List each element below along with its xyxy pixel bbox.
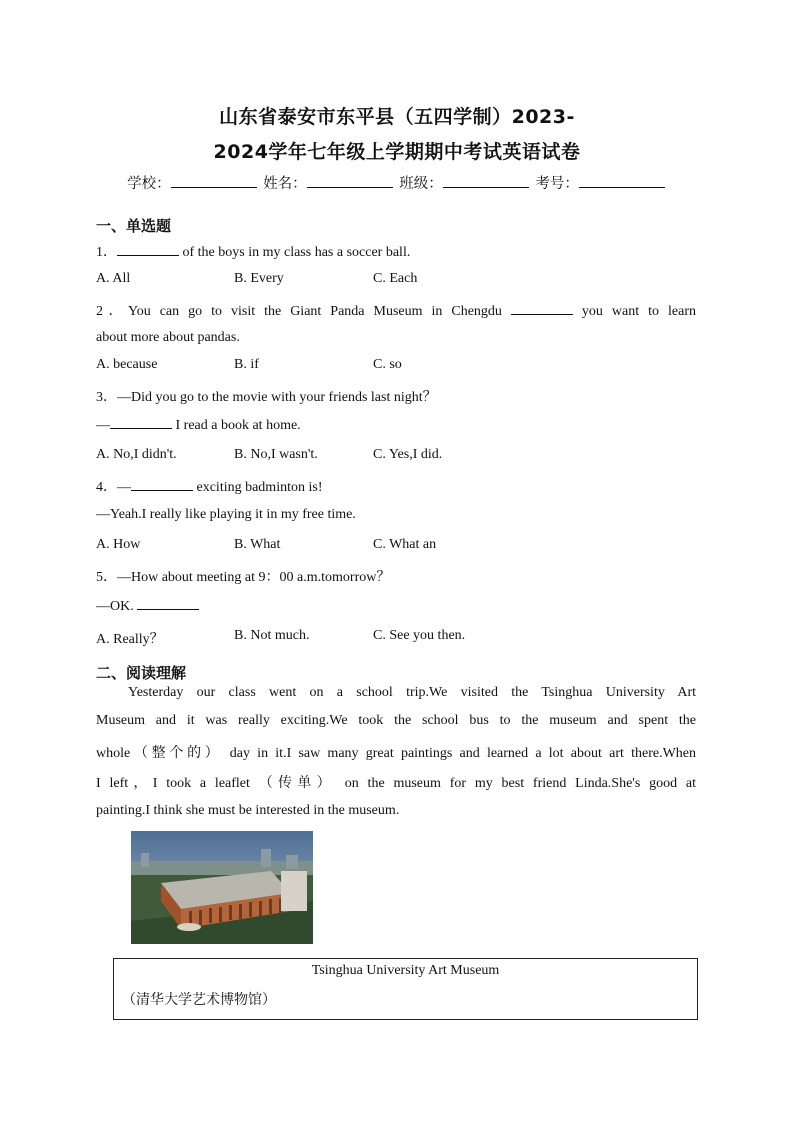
q4-blank	[131, 478, 193, 491]
q2-blank	[511, 302, 573, 315]
q1-number: 1．	[96, 245, 117, 260]
passage-line-1: Yesterday our class went on a school trip.We visited the Tsinghua University Art	[128, 685, 696, 700]
question-4-line2: —Yeah.I really like playing it in my free time.	[96, 507, 356, 522]
q2-option-c: C. so	[373, 357, 402, 372]
exam-title-line2: 2024学年七年级上学期期中考试英语试卷	[213, 141, 581, 163]
q1-blank	[117, 243, 179, 256]
question-2-line1	[96, 300, 696, 320]
passage-line-4: I left，I took a leaflet （传单） on the museum for my best friend Linda.She's good at	[96, 776, 696, 791]
section1-heading: 一、单选题	[96, 217, 172, 235]
q5-option-a: A. Really？	[96, 632, 164, 647]
passage-line-5: painting.I think she must be interested in the museum.	[96, 803, 400, 818]
q1-option-b: B. Every	[234, 271, 284, 286]
question-3-line2	[96, 416, 301, 434]
q3-option-c: C. Yes,I did.	[373, 447, 443, 462]
question-4-line1	[96, 476, 322, 496]
q1-text: of the boys in my class has a soccer ball.	[179, 245, 411, 260]
field-school-line	[171, 175, 257, 188]
q5-blank	[137, 597, 199, 610]
q3-option-a: A. No,I didn't.	[96, 447, 177, 462]
q3-text-post: I read a book at home.	[172, 418, 301, 433]
q5-text: —OK.	[96, 599, 138, 614]
question-2-line2: about more about pandas.	[96, 330, 240, 345]
question-5-line1: 5．—How about meeting at 9：00 a.m.tomorrow？	[96, 570, 391, 585]
field-name-line	[307, 175, 393, 188]
q2-text-pre: 2．You can go to visit the Giant Panda Museum in Chengdu	[96, 304, 511, 319]
q4-option-b: B. What	[234, 537, 281, 552]
student-info-row	[0, 172, 794, 193]
q4-text-post: exciting badminton is!	[193, 480, 323, 495]
q5-option-b: B. Not much.	[234, 628, 310, 643]
q3-blank	[110, 416, 172, 429]
field-class-line	[443, 175, 529, 188]
passage-line-3: whole（整个的） day in it.I saw many great paintings and learned a lot about art there.When	[96, 746, 696, 761]
photo-caption-box	[113, 958, 698, 1020]
question-3-line1: 3．—Did you go to the movie with your friends last night？	[96, 390, 437, 405]
field-id-line	[579, 175, 665, 188]
caption-chinese: （清华大学艺术博物馆）	[122, 992, 276, 1008]
field-school-label: 学校：	[127, 176, 171, 192]
question-1	[96, 241, 410, 261]
field-class-label: 班级：	[399, 176, 443, 192]
field-name-label: 姓名：	[263, 176, 307, 192]
caption-english: Tsinghua University Art Museum	[311, 963, 500, 978]
q1-option-c: C. Each	[373, 271, 418, 286]
museum-photo	[131, 831, 313, 944]
q3-dash: —	[96, 418, 110, 433]
q1-option-a: A. All	[96, 271, 131, 286]
q3-option-b: B. No,I wasn't.	[234, 447, 318, 462]
q4-option-c: C. What an	[373, 537, 437, 552]
q5-option-c: C. See you then.	[373, 628, 466, 643]
q4-option-a: A. How	[96, 537, 141, 552]
passage-line-2: Museum and it was really exciting.We took the school bus to the museum and spent the	[96, 713, 696, 728]
museum-photo-illustration	[131, 831, 313, 944]
q2-option-b: B. if	[234, 357, 259, 372]
field-id-label: 考号：	[535, 176, 579, 192]
exam-title-line1: 山东省泰安市东平县（五四学制）2023-	[219, 106, 575, 128]
section2-heading: 二、阅读理解	[96, 664, 187, 682]
q4-text-pre: 4．—	[96, 480, 131, 495]
q2-option-a: A. because	[96, 357, 158, 372]
question-5-line2	[96, 597, 199, 615]
q2-text-post: you want to learn	[572, 304, 696, 319]
